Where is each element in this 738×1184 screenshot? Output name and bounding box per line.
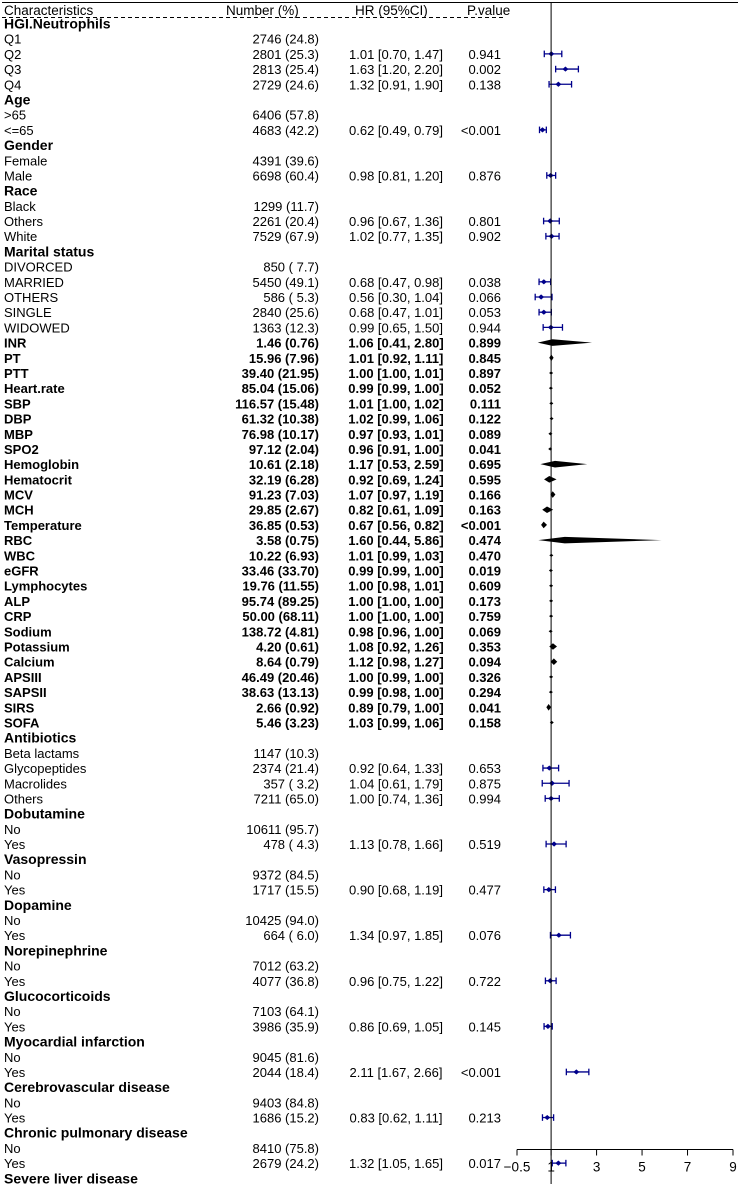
ci-diamond	[540, 461, 587, 468]
row-hr: 2.11 [1.67, 2.66]	[349, 1064, 443, 1080]
group-label: Severe liver disease	[4, 1170, 138, 1184]
axis-tick-label: 9	[729, 1159, 737, 1175]
row-pvalue: 0.759	[468, 609, 501, 625]
row-number: 1147 (10.3)	[253, 745, 319, 761]
header-hr: HR (95%CI)	[355, 3, 428, 18]
row-pvalue: 0.163	[468, 502, 501, 518]
row-pvalue: 0.038	[468, 274, 501, 290]
row-label: INR	[4, 335, 27, 351]
row-pvalue: 0.066	[468, 290, 501, 306]
row-label: Lymphocytes	[4, 578, 88, 594]
ci-diamond	[538, 339, 592, 346]
estimate-point	[544, 1115, 550, 1120]
row-pvalue: 0.111	[469, 396, 501, 412]
row-label: Q2	[4, 46, 22, 62]
row-pvalue: 0.158	[468, 715, 501, 731]
row-label: CRP	[4, 609, 32, 625]
group-label: Chronic pulmonary disease	[4, 1124, 188, 1141]
row-number: 6698 (60.4)	[252, 168, 319, 184]
ci-diamond	[546, 704, 551, 711]
group-label: Gender	[4, 137, 54, 154]
row-pvalue: 0.353	[468, 639, 501, 655]
row-label: Yes	[4, 973, 26, 989]
row-number: 4683 (42.2)	[252, 122, 319, 138]
row-hr: 1.00 [1.00, 1.00]	[348, 609, 444, 625]
row-pvalue: 0.519	[468, 837, 501, 853]
row-pvalue: 0.069	[468, 624, 501, 640]
row-pvalue: 0.122	[468, 411, 501, 427]
row-number: 32.19 (6.28)	[248, 472, 319, 488]
row-number: 38.63 (13.13)	[241, 685, 319, 701]
row-pvalue: 0.695	[468, 457, 501, 473]
x-axis	[504, 1150, 737, 1175]
row-number: 95.74 (89.25)	[241, 593, 319, 609]
estimate-point	[555, 1161, 561, 1166]
row-label: No	[4, 913, 21, 929]
row-label: No	[4, 1140, 21, 1156]
row-number: 3.58 (0.75)	[256, 533, 319, 549]
row-label: DBP	[4, 411, 32, 427]
axis-tick-label: 7	[683, 1159, 692, 1175]
row-pvalue: 0.041	[468, 700, 501, 716]
row-pvalue: 0.326	[468, 669, 501, 685]
row-label: Male	[4, 168, 33, 184]
row-number: 1717 (15.5)	[252, 882, 319, 898]
row-number: 10.22 (6.93)	[248, 548, 319, 564]
group-label: Cerebrovascular disease	[4, 1079, 170, 1096]
row-hr: 0.98 [0.81, 1.20]	[349, 168, 443, 184]
group-label: Antibiotics	[4, 729, 77, 746]
row-number: 586 ( 5.3)	[263, 290, 319, 306]
row-number: 1299 (11.7)	[253, 198, 319, 214]
axis-tick-label: 3	[592, 1159, 601, 1175]
row-number: 9403 (84.8)	[252, 1095, 319, 1111]
header-pvalue: P.value	[467, 3, 511, 18]
row-pvalue: 0.213	[468, 1110, 501, 1126]
group-label: Glucocorticoids	[4, 987, 111, 1004]
row-pvalue: 0.653	[468, 761, 501, 777]
row-hr: 0.99 [0.65, 1.50]	[349, 320, 443, 336]
row-label: Yes	[4, 1110, 26, 1126]
row-number: 2801 (25.3)	[252, 46, 319, 62]
row-label: eGFR	[4, 563, 39, 579]
row-label: ALP	[4, 593, 30, 609]
row-label: MARRIED	[4, 274, 64, 290]
row-label: Beta lactams	[4, 745, 80, 761]
row-number: 36.85 (0.53)	[248, 517, 319, 533]
row-hr: 0.90 [0.68, 1.19]	[349, 882, 443, 898]
row-number: 2.66 (0.92)	[256, 700, 319, 716]
row-number: 4.20 (0.61)	[256, 639, 319, 655]
row-hr: 1.02 [0.77, 1.35]	[349, 229, 443, 245]
estimate-point	[545, 1024, 551, 1029]
row-label: Female	[4, 153, 48, 169]
ci-diamond	[544, 476, 557, 483]
row-number: 9045 (81.6)	[252, 1049, 319, 1065]
row-label: OTHERS	[4, 290, 59, 306]
row-number: 15.96 (7.96)	[248, 350, 319, 366]
row-hr: 1.13 [0.78, 1.66]	[349, 837, 443, 853]
row-number: 357 ( 3.2)	[263, 776, 319, 792]
row-number: 5450 (49.1)	[252, 274, 319, 290]
row-label: Glycopeptides	[4, 761, 87, 777]
row-hr: 0.96 [0.67, 1.36]	[349, 214, 443, 230]
row-number: 10611 (95.7)	[246, 821, 319, 837]
row-pvalue: 0.294	[468, 685, 501, 701]
row-hr: 1.08 [0.92, 1.26]	[348, 639, 444, 655]
row-number: 61.32 (10.38)	[241, 411, 319, 427]
row-pvalue: 0.041	[468, 441, 501, 457]
row-hr: 1.63 [1.20, 2.20]	[349, 62, 443, 78]
estimate-point	[549, 781, 555, 786]
row-label: Yes	[4, 1019, 26, 1035]
row-pvalue: 0.470	[468, 548, 501, 564]
ci-diamond	[551, 658, 558, 665]
row-label: >65	[4, 107, 27, 123]
row-pvalue: 0.053	[468, 305, 501, 321]
row-hr: 1.32 [0.91, 1.90]	[349, 77, 443, 93]
row-hr: 0.99 [0.99, 1.00]	[348, 381, 444, 397]
row-label: SBP	[4, 396, 31, 412]
axis-tick-label: −0.5	[503, 1159, 531, 1175]
row-hr: 0.92 [0.64, 1.33]	[349, 761, 443, 777]
row-hr: 0.96 [0.91, 1.00]	[348, 441, 444, 457]
row-number: 97.12 (2.04)	[248, 441, 319, 457]
row-number: 2679 (24.2)	[252, 1156, 319, 1172]
row-pvalue: <0.001	[460, 122, 501, 138]
row-hr: 1.01 [0.92, 1.11]	[348, 350, 444, 366]
row-number: 8.64 (0.79)	[256, 654, 319, 670]
row-hr: 1.00 [1.00, 1.00]	[348, 593, 444, 609]
row-hr: 1.17 [0.53, 2.59]	[348, 457, 444, 473]
row-number: 2044 (18.4)	[252, 1064, 319, 1080]
row-number: 7529 (67.9)	[252, 229, 319, 245]
row-pvalue: 0.941	[468, 46, 501, 62]
row-hr: 0.92 [0.69, 1.24]	[348, 472, 444, 488]
row-label: Temperature	[4, 517, 82, 533]
row-pvalue: 0.138	[468, 77, 501, 93]
row-hr: 0.82 [0.61, 1.09]	[348, 502, 444, 518]
row-hr: 1.01 [1.00, 1.02]	[348, 396, 444, 412]
row-label: No	[4, 1049, 21, 1065]
row-number: 7211 (65.0)	[253, 791, 319, 807]
row-number: 19.76 (11.55)	[242, 578, 319, 594]
row-label: Q1	[4, 31, 22, 47]
row-pvalue: 0.801	[468, 214, 501, 230]
row-number: 1.46 (0.76)	[256, 335, 319, 351]
axis-tick-label: 5	[638, 1159, 646, 1175]
row-label: <=65	[4, 122, 34, 138]
row-label: No	[4, 867, 21, 883]
row-hr: 0.96 [0.75, 1.22]	[349, 973, 443, 989]
row-label: SINGLE	[4, 305, 52, 321]
row-pvalue: 0.002	[468, 62, 501, 78]
row-pvalue: 0.052	[468, 381, 501, 397]
row-label: Yes	[4, 1156, 26, 1172]
row-pvalue: 0.166	[468, 487, 501, 503]
row-hr: 1.60 [0.44, 5.86]	[348, 533, 444, 549]
row-pvalue: 0.474	[468, 533, 501, 549]
estimate-point	[539, 127, 545, 132]
row-hr: 0.99 [0.98, 1.00]	[348, 685, 444, 701]
row-label: SIRS	[4, 700, 35, 716]
row-label: Yes	[4, 882, 26, 898]
group-label: Norepinephrine	[4, 942, 108, 959]
row-hr: 0.67 [0.56, 0.82]	[348, 517, 444, 533]
row-hr: 0.68 [0.47, 1.01]	[349, 305, 443, 321]
row-hr: 0.98 [0.96, 1.00]	[348, 624, 444, 640]
row-number: 1363 (12.3)	[252, 320, 319, 336]
estimate-point	[547, 218, 553, 223]
row-hr: 0.68 [0.47, 0.98]	[349, 274, 443, 290]
row-label: Macrolides	[4, 776, 67, 792]
row-pvalue: 0.845	[468, 350, 501, 366]
row-number: 5.46 (3.23)	[256, 715, 319, 731]
row-hr: 1.07 [0.97, 1.19]	[348, 487, 444, 503]
row-number: 4077 (36.8)	[252, 973, 319, 989]
row-number: 7103 (64.1)	[252, 1004, 319, 1020]
row-label: Yes	[4, 928, 26, 944]
group-label: Marital status	[4, 243, 95, 260]
row-number: 116.57 (15.48)	[235, 396, 319, 412]
row-label: No	[4, 1095, 21, 1111]
row-hr: 1.04 [0.61, 1.79]	[349, 776, 443, 792]
row-number: 76.98 (10.17)	[241, 426, 319, 442]
estimate-point	[551, 841, 557, 846]
row-label: Sodium	[4, 624, 52, 640]
row-hr: 1.01 [0.99, 1.03]	[348, 548, 444, 564]
row-number: 2374 (21.4)	[252, 761, 319, 777]
row-label: PT	[4, 350, 21, 366]
row-number: 3986 (35.9)	[252, 1019, 319, 1035]
row-pvalue: 0.722	[468, 973, 501, 989]
row-number: 6406 (57.8)	[252, 107, 319, 123]
row-pvalue: 0.595	[468, 472, 501, 488]
row-pvalue: <0.001	[460, 1064, 501, 1080]
row-pvalue: 0.994	[468, 791, 501, 807]
row-pvalue: 0.076	[468, 928, 501, 944]
row-label: Black	[4, 198, 36, 214]
row-label: SOFA	[4, 715, 40, 731]
row-number: 29.85 (2.67)	[248, 502, 319, 518]
row-hr: 1.32 [1.05, 1.65]	[349, 1156, 443, 1172]
row-pvalue: <0.001	[460, 517, 501, 533]
row-hr: 0.97 [0.93, 1.01]	[348, 426, 444, 442]
row-hr: 1.34 [0.97, 1.85]	[349, 928, 443, 944]
row-label: No	[4, 1004, 21, 1020]
estimate-point	[573, 1069, 579, 1074]
row-label: Calcium	[4, 654, 55, 670]
row-number: 2746 (24.8)	[252, 31, 319, 47]
row-hr: 1.00 [0.98, 1.01]	[348, 578, 444, 594]
row-pvalue: 0.477	[468, 882, 501, 898]
row-pvalue: 0.899	[468, 335, 501, 351]
row-hr: 0.56 [0.30, 1.04]	[349, 290, 443, 306]
row-pvalue: 0.017	[468, 1156, 501, 1172]
row-number: 2840 (25.6)	[252, 305, 319, 321]
row-label: RBC	[4, 533, 33, 549]
row-pvalue: 0.145	[468, 1019, 501, 1035]
row-hr: 0.89 [0.79, 1.00]	[348, 700, 444, 716]
row-number: 50.00 (68.11)	[242, 609, 319, 625]
row-hr: 0.86 [0.69, 1.05]	[349, 1019, 443, 1035]
group-label: Dobutamine	[4, 805, 85, 822]
estimate-point	[555, 82, 561, 87]
row-label: Hematocrit	[4, 472, 72, 488]
row-label: Yes	[4, 837, 26, 853]
estimate-point	[541, 310, 547, 315]
row-pvalue: 0.094	[468, 654, 501, 670]
ci-diamond	[541, 522, 547, 529]
row-label: MBP	[4, 426, 33, 442]
row-hr: 0.83 [0.62, 1.11]	[349, 1110, 443, 1126]
row-number: 91.23 (7.03)	[248, 487, 319, 503]
table-rows	[2, 16, 505, 1184]
row-label: MCH	[4, 502, 34, 518]
ci-diamond	[549, 643, 557, 650]
row-label: DIVORCED	[4, 259, 73, 275]
group-label: Race	[4, 182, 38, 199]
row-hr: 1.00 [0.99, 1.00]	[348, 669, 444, 685]
ci-diamond	[548, 432, 552, 435]
row-label: Q3	[4, 62, 22, 78]
estimate-point	[556, 933, 562, 938]
row-number: 10.61 (2.18)	[248, 457, 319, 473]
row-label: Others	[4, 791, 44, 807]
group-label: Age	[4, 91, 31, 108]
header-characteristics: Characteristics	[4, 3, 94, 18]
row-number: 2729 (24.6)	[252, 77, 319, 93]
row-number: 33.46 (33.70)	[241, 563, 319, 579]
row-label: Q4	[4, 77, 22, 93]
row-label: SAPSII	[4, 685, 47, 701]
row-number: 7012 (63.2)	[252, 958, 319, 974]
row-number: 10425 (94.0)	[245, 913, 319, 929]
row-pvalue: 0.173	[468, 593, 501, 609]
plot-area	[534, 3, 662, 1184]
row-number: 850 ( 7.7)	[263, 259, 319, 275]
ci-diamond	[550, 721, 554, 724]
header-number: Number (%)	[226, 3, 299, 18]
row-number: 39.40 (21.95)	[241, 365, 319, 381]
group-label: Myocardial infarction	[4, 1033, 145, 1050]
row-number: 46.49 (20.46)	[241, 669, 319, 685]
row-label: Potassium	[4, 639, 70, 655]
row-number: 4391 (39.6)	[252, 153, 319, 169]
row-label: MCV	[4, 487, 33, 503]
row-label: APSIII	[4, 669, 42, 685]
row-label: White	[4, 229, 38, 245]
row-hr: 1.02 [0.99, 1.06]	[348, 411, 444, 427]
row-label: Heart.rate	[4, 381, 65, 397]
row-number: 2813 (25.4)	[252, 62, 319, 78]
row-pvalue: 0.019	[468, 563, 501, 579]
row-number: 664 ( 6.0)	[263, 928, 319, 944]
row-number: 9372 (84.5)	[252, 867, 319, 883]
estimate-point	[547, 978, 553, 983]
row-hr: 1.01 [0.70, 1.47]	[349, 46, 443, 62]
row-hr: 1.06 [0.41, 2.80]	[348, 335, 444, 351]
row-label: No	[4, 958, 21, 974]
group-label: HGI.Neutrophils	[4, 15, 111, 32]
row-hr: 1.12 [0.98, 1.27]	[348, 654, 444, 670]
row-label: WIDOWED	[4, 320, 70, 336]
row-label: SPO2	[4, 441, 39, 457]
row-number: 1686 (15.2)	[252, 1110, 319, 1126]
row-pvalue: 0.944	[468, 320, 501, 336]
row-number: 478 ( 4.3)	[263, 837, 319, 853]
ci-diamond	[538, 537, 661, 544]
row-label: Yes	[4, 1064, 26, 1080]
row-number: 8410 (75.8)	[252, 1140, 319, 1156]
group-label: Vasopressin	[4, 851, 87, 868]
row-pvalue: 0.876	[468, 168, 501, 184]
group-label: Dopamine	[4, 896, 72, 913]
estimate-point	[541, 279, 547, 284]
axis-tick-label: 1	[547, 1159, 555, 1175]
row-pvalue: 0.897	[468, 365, 501, 381]
row-hr: 1.00 [1.00, 1.01]	[348, 365, 444, 381]
row-number: 85.04 (15.06)	[241, 381, 319, 397]
row-label: No	[4, 821, 21, 837]
row-hr: 0.62 [0.49, 0.79]	[349, 122, 443, 138]
row-label: WBC	[4, 548, 36, 564]
estimate-point	[562, 66, 568, 71]
row-label: Hemoglobin	[4, 457, 80, 473]
row-label: Others	[4, 214, 44, 230]
row-hr: 0.99 [0.99, 1.00]	[348, 563, 444, 579]
row-pvalue: 0.609	[468, 578, 501, 594]
row-number: 2261 (20.4)	[252, 214, 319, 230]
row-pvalue: 0.902	[468, 229, 501, 245]
row-label: PTT	[4, 365, 29, 381]
row-number: 138.72 (4.81)	[241, 624, 319, 640]
estimate-point	[538, 294, 544, 299]
row-hr: 1.03 [0.99, 1.06]	[348, 715, 444, 731]
row-hr: 1.00 [0.74, 1.36]	[349, 791, 443, 807]
row-pvalue: 0.875	[468, 776, 501, 792]
row-pvalue: 0.089	[468, 426, 501, 442]
